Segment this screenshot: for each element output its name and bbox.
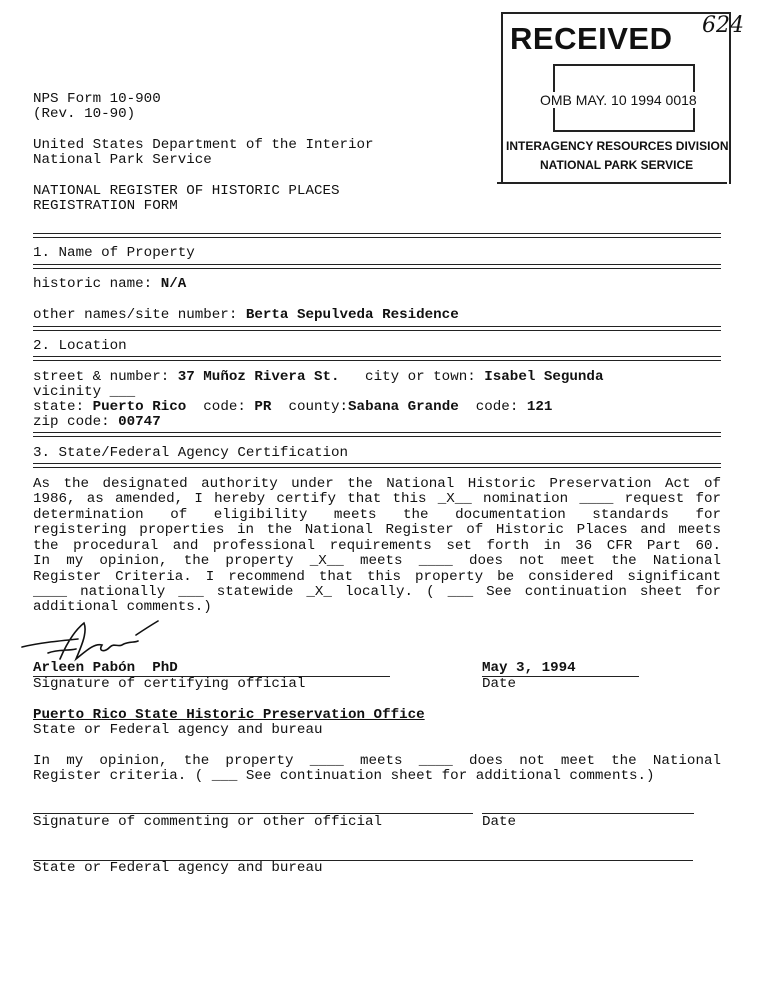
certification-line-last: additional comments.) bbox=[33, 599, 212, 615]
commenting-date-caption: Date bbox=[482, 814, 517, 830]
certification-line: registering properties in the National Register of Historic Places and meets bbox=[33, 522, 721, 538]
state-value: Puerto Rico bbox=[92, 399, 187, 415]
section2-heading: 2. Location bbox=[33, 338, 127, 354]
agency-caption: State or Federal agency and bureau bbox=[33, 722, 323, 738]
other-names-value: Berta Sepulveda Residence bbox=[245, 307, 459, 323]
other-names-label: other names/site number: bbox=[33, 307, 246, 323]
form-type-title: REGISTRATION FORM bbox=[33, 198, 178, 214]
agency2-caption: State or Federal agency and bureau bbox=[33, 860, 323, 876]
certification-line: determination of eligibility meets the documentation standards for bbox=[33, 507, 721, 523]
vicinity-row: vicinity ___ bbox=[33, 384, 136, 400]
service-name: National Park Service bbox=[33, 152, 212, 168]
certification-line: Register Criteria. I recommend that this property be considered significant bbox=[33, 569, 721, 585]
section1-heading: 1. Name of Property bbox=[33, 245, 195, 261]
zip-label: zip code: bbox=[33, 414, 119, 430]
stamp-service-line: NATIONAL PARK SERVICE bbox=[540, 158, 694, 172]
form-revision: (Rev. 10-90) bbox=[33, 106, 136, 122]
handwritten-number: 624 bbox=[702, 13, 744, 38]
form-number: NPS Form 10-900 bbox=[33, 91, 161, 107]
street-label: street & number: bbox=[33, 369, 178, 385]
certification-date-caption: Date bbox=[482, 676, 517, 692]
certifier-caption: Signature of certifying official bbox=[33, 676, 306, 692]
section-divider bbox=[33, 356, 721, 361]
certification-line: As the designated authority under the National Historic Preservation Act of bbox=[33, 476, 721, 492]
city-value: Isabel Segunda bbox=[484, 369, 604, 385]
historic-name-label: historic name: bbox=[33, 276, 161, 292]
stamp-agency-line: INTERAGENCY RESOURCES DIVISION bbox=[506, 139, 729, 153]
certification-line: 1986, as amended, I hereby certify that this _X__ nomination ____ request for bbox=[33, 491, 721, 507]
other-names-row bbox=[33, 308, 459, 324]
certification-line: ____ nationally ___ statewide _X_ locally. ( ___ See continuation sheet for bbox=[33, 584, 721, 600]
commenting-caption: Signature of commenting or other official bbox=[33, 814, 383, 830]
section3-heading: 3. State/Federal Agency Certification bbox=[33, 445, 349, 461]
state-code-value: PR bbox=[254, 399, 272, 415]
certification-line: the procedural and professional requirements set forth in 36 CFR Part 60. bbox=[33, 538, 721, 554]
opinion-line-last: Register criteria. ( ___ See continuation sheet for additional comments.) bbox=[33, 768, 655, 784]
zip-value: 00747 bbox=[118, 414, 161, 430]
register-title: NATIONAL REGISTER OF HISTORIC PLACES bbox=[33, 183, 340, 199]
county-label: county: bbox=[271, 399, 349, 415]
certifier-name: Arleen Pabón PhD bbox=[33, 660, 178, 676]
certification-line: In my opinion, the property _X__ meets ____ does not meet the National bbox=[33, 553, 721, 569]
stamp-bottom-border bbox=[497, 182, 727, 184]
state-label: state: bbox=[33, 399, 93, 415]
department-name: United States Department of the Interior bbox=[33, 137, 374, 153]
section-divider bbox=[33, 432, 721, 437]
county-code-label: code: bbox=[458, 399, 527, 415]
county-value: Sabana Grande bbox=[348, 399, 459, 415]
historic-name-row bbox=[33, 277, 186, 293]
certification-date: May 3, 1994 bbox=[482, 660, 576, 676]
street-value: 37 Muñoz Rivera St. bbox=[177, 369, 340, 385]
stamp-title: RECEIVED bbox=[510, 21, 673, 56]
zip-row bbox=[33, 415, 161, 431]
stamp-date: OMB MAY. 10 1994 0018 bbox=[540, 92, 697, 108]
county-code-value: 121 bbox=[526, 399, 553, 415]
city-label: city or town: bbox=[339, 369, 485, 385]
section-divider bbox=[33, 326, 721, 331]
section-divider bbox=[33, 233, 721, 238]
agency-name: Puerto Rico State Historic Preservation Office bbox=[33, 707, 425, 723]
historic-name-value: N/A bbox=[160, 276, 187, 292]
opinion-line: In my opinion, the property ____ meets ____ does not meet the National bbox=[33, 753, 721, 769]
section-divider bbox=[33, 463, 721, 468]
section-divider bbox=[33, 264, 721, 269]
state-code-label: code: bbox=[186, 399, 255, 415]
